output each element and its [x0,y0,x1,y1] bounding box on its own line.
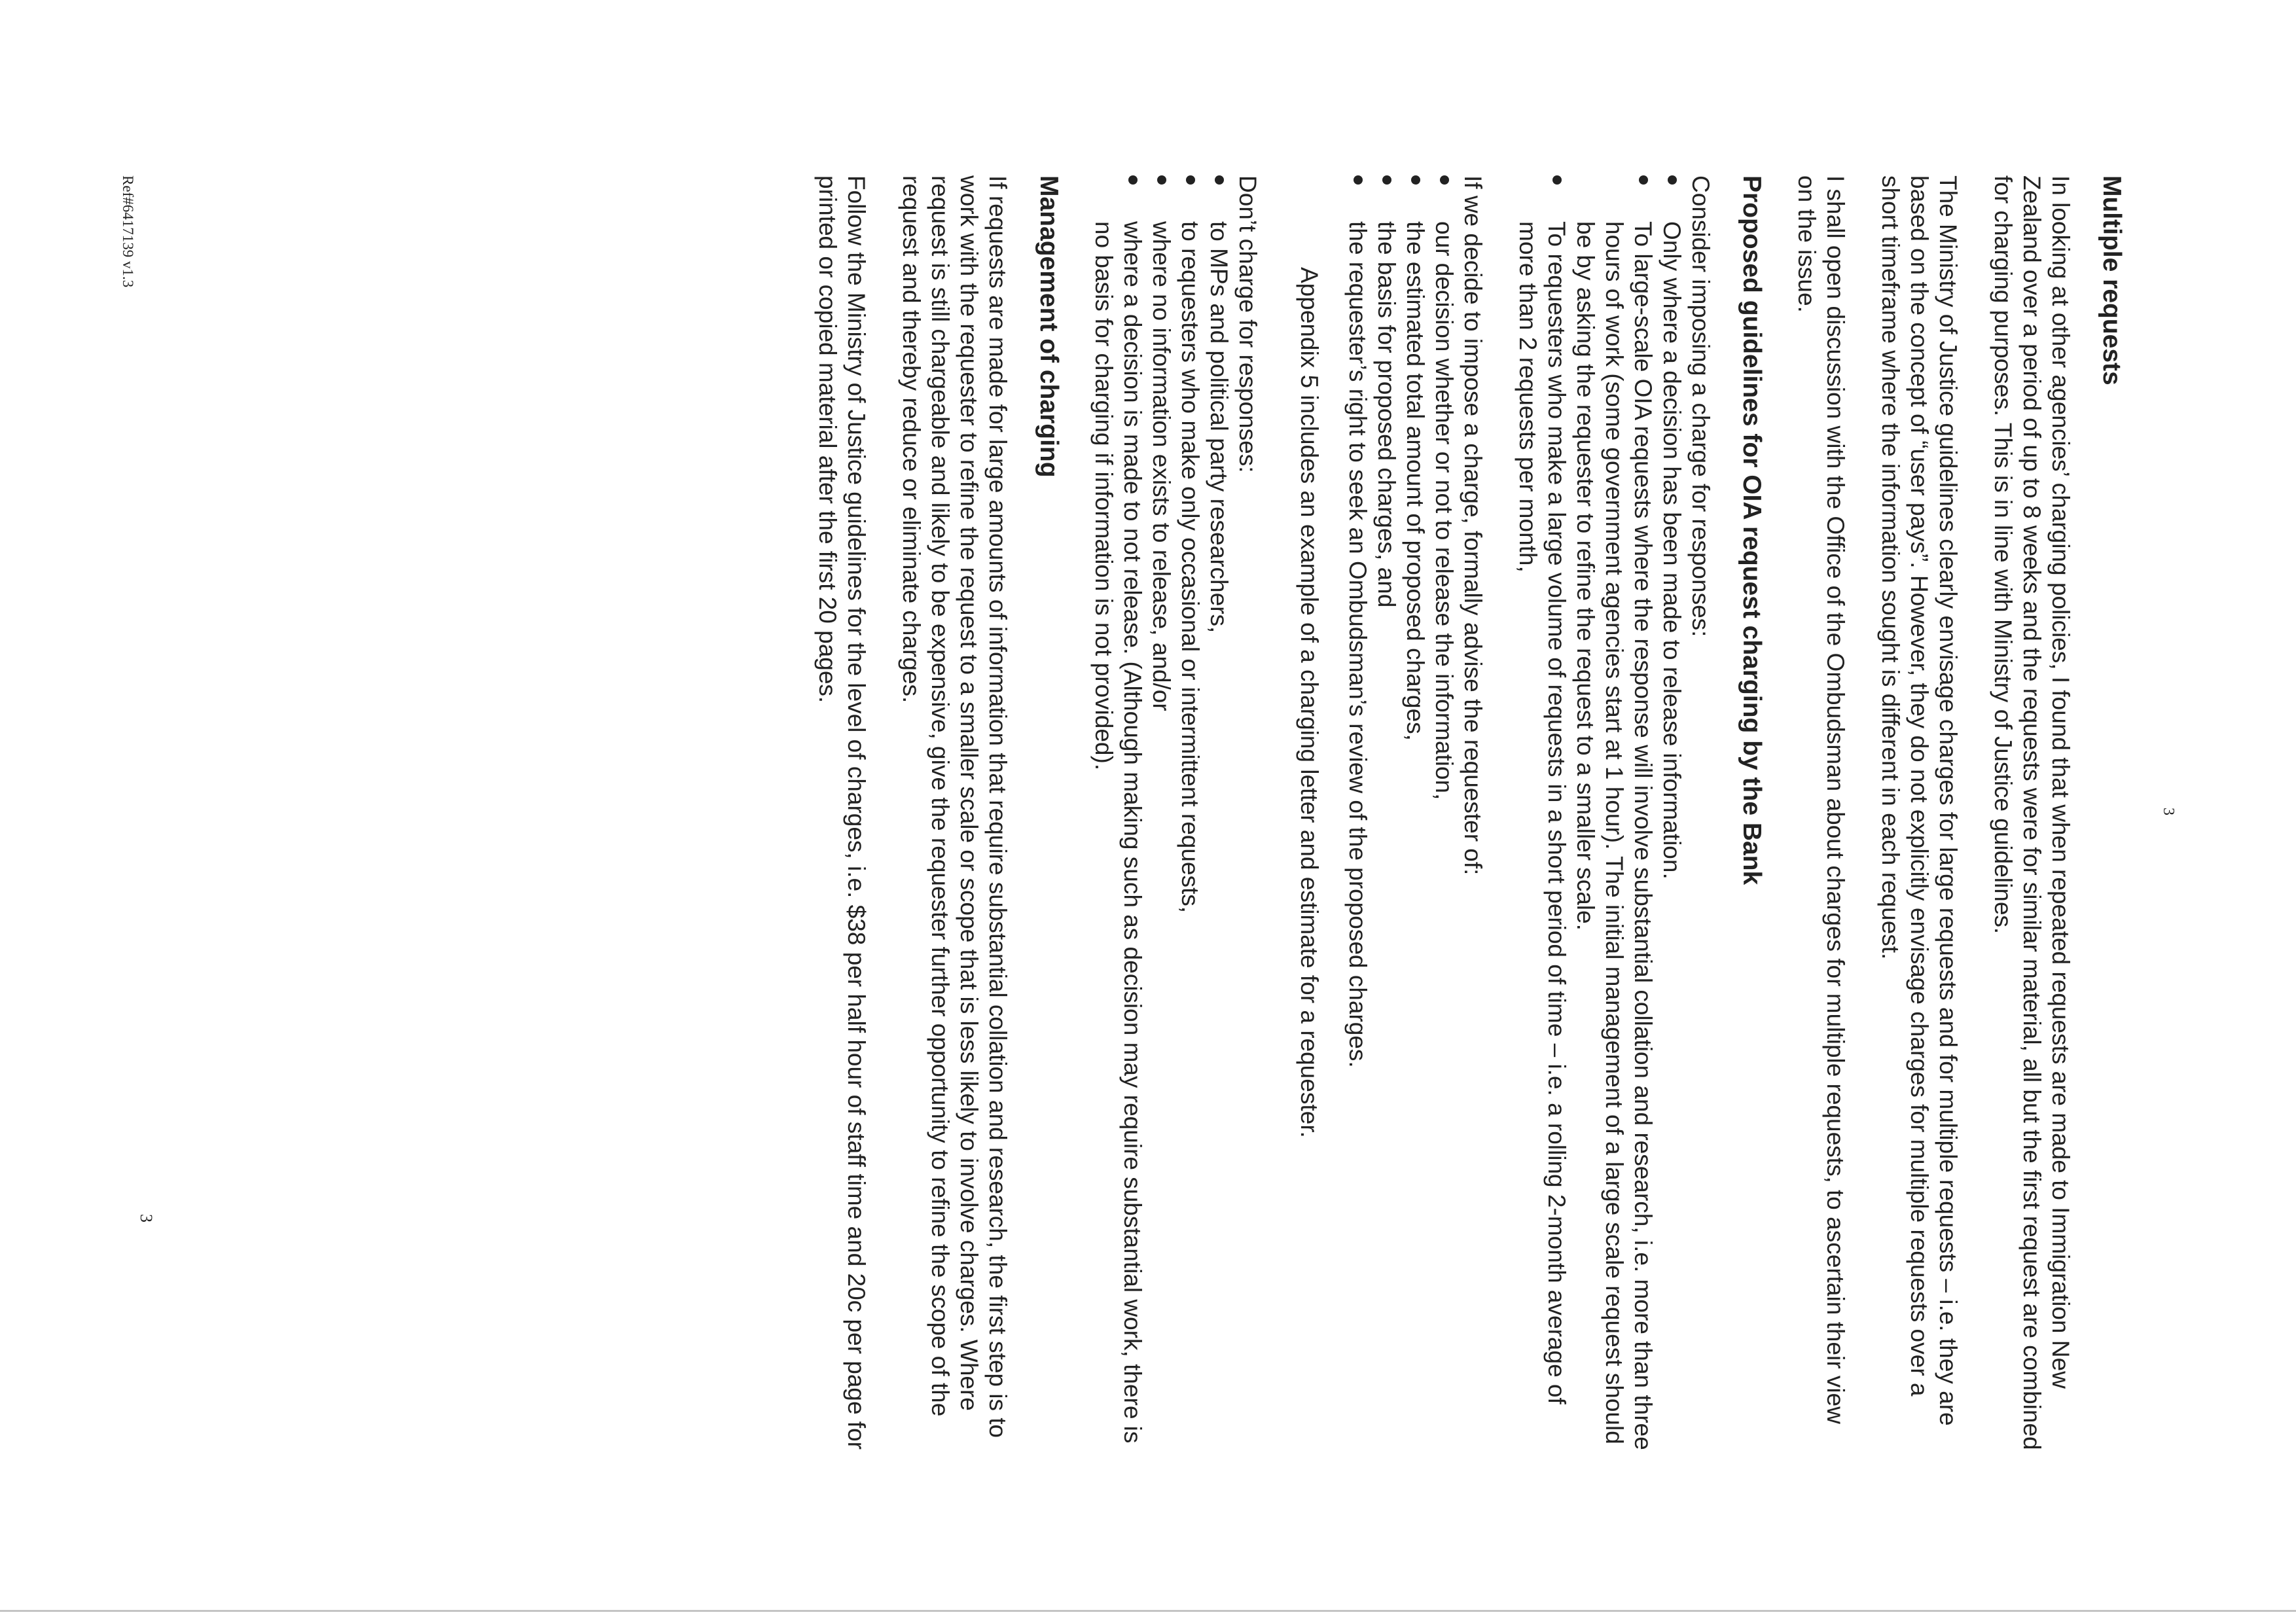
bullet-icon [1128,175,1138,185]
bullet-icon [1382,175,1391,185]
list-item-text: to MPs and political party researchers, [1206,221,1232,633]
list-item-text: where a decision is made to not release. (Although making such as decision may require substantial work, there is no basis for charging if information is not provided). [1090,221,1146,1444]
paragraph-ministry-guidelines: The Ministry of Justice guidelines clearly envisage charges for large requests and for multiple requests – i.e. they are based on the concept of “user pays”. However, they do not explicitly envisage charges for multiple requests over a short timeframe where the information sought is different in each request. [1877,175,1962,1426]
list-item-text: the basis for proposed charges, and [1373,221,1400,608]
advise-intro: If we decide to impose a charge, formally advise the requester of: [1460,175,1486,876]
paragraph-charge-levels: Follow the Ministry of Justice guidelines for the level of charges, i.e. $38 per half hour of staff time and 20c per page for printed or copied material after the first 20 pages. [814,175,870,1450]
scan-edge-line [0,1610,2296,1612]
paragraph-large-requests: If requests are made for large amounts of information that require substantial collation and research, the first step is to work with the requester to refine the request to a smaller scale or scope that is less likely to involve charges. Where request is still chargeable and likely to be expensive, give the requester further opportunity to refine the scope of the request and thereby reduce or eliminate charges. [898,175,1011,1438]
list-item [1089,175,1147,1452]
advise-list [1343,175,1458,1452]
list-item [1175,175,1204,1452]
list-item [1571,175,1657,1452]
appendix-note: Appendix 5 includes an example of a charging letter and estimate for a requester. [1296,267,1323,1138]
list-item [1147,175,1175,1452]
dont-charge-list [1089,175,1233,1452]
top-page-number: 3 [2160,808,2177,815]
bullet-icon [1157,175,1166,185]
bullet-icon [1354,175,1363,185]
bullet-icon [1411,175,1420,185]
consider-intro: Consider imposing a charge for responses: [1687,175,1714,637]
list-item-text: the requester’s right to seek an Ombudsman’s review of the proposed charges. [1344,221,1371,1068]
list-item [1343,175,1372,1452]
list-item [1372,175,1401,1452]
bullet-icon [1186,175,1195,185]
list-item-text: where no information exists to release, and/or [1148,221,1175,711]
bullet-icon [1668,175,1677,185]
bullet-icon [1440,175,1449,185]
list-item [1513,175,1571,1452]
list-item [1429,175,1458,1452]
paragraph-ombudsman-discussion: I shall open discussion with the Office of the Ombudsman about charges for multiple requests, to ascertain their view on the issue. [1793,175,1849,1424]
list-item [1657,175,1686,1452]
paragraph-agencies-policies: In looking at other agencies’ charging policies, I found that when repeated requests are made to Immigration New Zealand over a period of up to 8 weeks and the requests were for similar material, all but the first request are combined for charging purposes. This is in line with Ministry of Justice guidelines. [1990,175,2074,1450]
list-item-text: to requesters who make only occasional or intermittent requests, [1177,221,1204,914]
bottom-page-number: 3 [137,1214,156,1222]
bullet-icon [1215,175,1224,185]
bullet-icon [1639,175,1648,185]
list-item-text: our decision whether or not to release the information, [1431,221,1458,800]
list-item-text: To requesters who make a large volume of requests in a short period of time – i.e. a rolling 2-month average of more than 2 requests per month, [1515,221,1570,1404]
document-body [787,175,2126,1452]
heading-management-of-charging: Management of charging [1035,175,1063,478]
heading-multiple-requests: Multiple requests [2098,175,2126,385]
list-item [1401,175,1429,1452]
list-item-text: the estimated total amount of proposed charges, [1402,221,1429,741]
dont-charge-intro: Don’t charge for responses: [1234,175,1261,473]
list-item-text: To large-scale OIA requests where the response will involve substantial collation and research, i.e. more than three hours of work (some government agencies start at 1 hour). The initial management of a large scale request should be by asking the requester to refine the request to a smaller scale. [1572,221,1657,1450]
bullet-icon [1552,175,1562,185]
document-reference: Ref#6417139 v1.3 [120,175,136,288]
list-item-text: Only where a decision has been made to release information. [1659,221,1685,880]
consider-list [1513,175,1686,1452]
heading-proposed-guidelines: Proposed guidelines for OIA request charging by the Bank [1738,175,1766,885]
list-item [1204,175,1233,1452]
